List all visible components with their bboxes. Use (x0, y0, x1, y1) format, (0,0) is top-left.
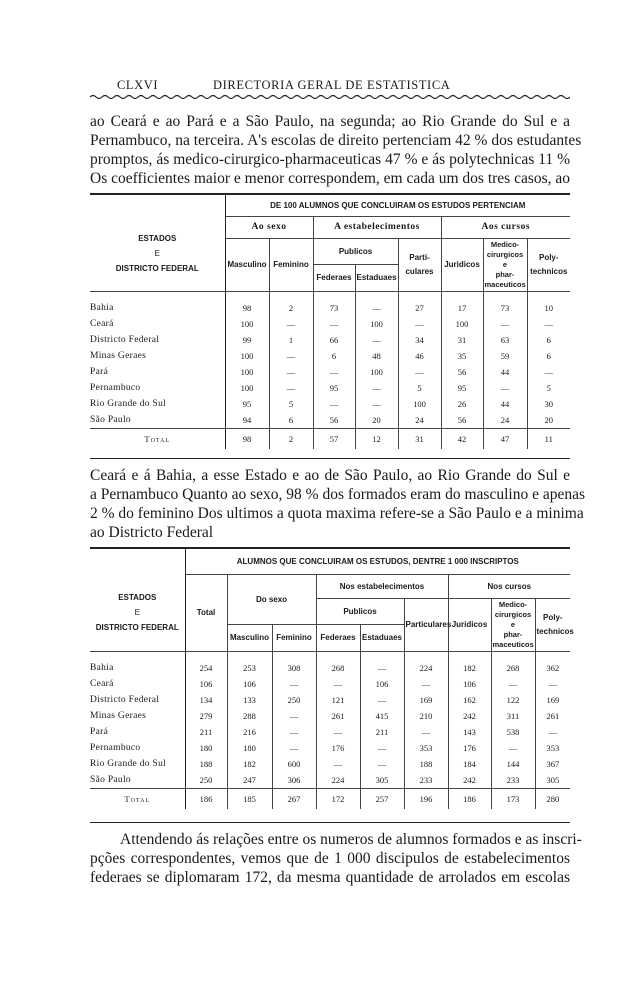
table-cell: 184 (448, 756, 491, 772)
table-cell: — (272, 740, 316, 756)
state-name: São Paulo (90, 412, 225, 429)
table-2-bottom-rule (90, 822, 570, 823)
col-particulares: Particulares (404, 598, 448, 651)
table-cell: — (360, 651, 404, 676)
table-cell: 44 (483, 396, 527, 412)
table-cell: — (398, 364, 441, 380)
table-cell: 250 (185, 772, 227, 789)
table-cell: 305 (546, 774, 560, 785)
col-feminino: Feminino (269, 238, 313, 291)
col-estaduaes: Estaduaes (360, 625, 404, 652)
table-row (90, 364, 570, 380)
text-line: ao Districto Federal (90, 524, 214, 541)
table-row (90, 692, 570, 708)
table-cell: 56 (441, 364, 483, 380)
table-cell: 1 (269, 332, 313, 348)
table-cell: 106 (185, 676, 227, 692)
state-name: Ceará (90, 676, 185, 692)
group-estabelecimentos: Nos estabelecimentos (316, 574, 448, 598)
text-line: 2 % do feminino Dos ultimos a quota maxima refere-se a São Paulo e a minima (90, 505, 584, 522)
table-cell: — (355, 396, 398, 412)
text-line: Os coefficientes maior e menor correspondem, em cada um dos tres casos, ao (90, 170, 571, 187)
total-cell: 57 (313, 428, 355, 449)
paragraph-2 (90, 466, 586, 542)
table-row (90, 708, 570, 724)
state-name: Ceará (90, 316, 225, 332)
table-cell: — (544, 318, 554, 329)
table-cell: 26 (441, 396, 483, 412)
table-cell: 100 (441, 316, 483, 332)
table-cell: 242 (448, 708, 491, 724)
table-cell: 27 (398, 291, 441, 316)
table-cell: 169 (546, 694, 560, 705)
table-cell: 5 (398, 380, 441, 396)
total-cell: 98 (225, 428, 269, 449)
table-row (90, 412, 570, 429)
table-cell: 538 (491, 724, 535, 740)
table-cell: 176 (316, 740, 360, 756)
col-juridicos: Juridicos (441, 238, 483, 291)
table-cell: — (548, 678, 558, 689)
col-estaduaes: Estaduaes (355, 265, 398, 292)
table-cell: — (316, 676, 360, 692)
table-cell: 134 (185, 692, 227, 708)
table-row (90, 396, 570, 412)
state-name: Bahia (90, 291, 225, 316)
total-cell: 11 (527, 428, 570, 449)
super-header: ALUMNOS QUE CONCLUIRAM OS ESTUDOS, DENTRE 1 000 INSCRIPTOS (185, 548, 570, 574)
table-cell: 367 (546, 758, 560, 769)
table-cell: 17 (441, 291, 483, 316)
table-cell: 56 (313, 412, 355, 429)
table-cell: 44 (483, 364, 527, 380)
total-cell: 173 (491, 788, 535, 809)
table-cell: 46 (398, 348, 441, 364)
table-cell: 211 (360, 724, 404, 740)
col-masculino: Masculino (227, 625, 272, 652)
table-row (90, 651, 570, 676)
table-cell: 100 (225, 364, 269, 380)
table-cell: 100 (355, 316, 398, 332)
table-cell: 73 (313, 291, 355, 316)
table-cell: 180 (227, 740, 272, 756)
table-row (90, 348, 570, 364)
total-cell: 42 (441, 428, 483, 449)
col-juridicos: Juridicos (448, 598, 491, 651)
total-row (90, 788, 570, 809)
table-cell: — (360, 740, 404, 756)
table-cell: — (491, 676, 535, 692)
table-cell: 216 (227, 724, 272, 740)
col-federaes: Federaes (313, 265, 355, 292)
state-name: Rio Grande do Sul (90, 396, 225, 412)
total-cell: 196 (404, 788, 448, 809)
table-cell: 99 (225, 332, 269, 348)
col-medico: Medico- cirurgicos e phar- maceuticos (483, 238, 527, 291)
table-cell: 20 (544, 414, 554, 425)
table-cell: — (316, 756, 360, 772)
table-cell: 122 (491, 692, 535, 708)
table-cell: — (269, 364, 313, 380)
state-name: Rio Grande do Sul (90, 756, 185, 772)
table-cell: 66 (313, 332, 355, 348)
table-cell: 233 (491, 772, 535, 789)
table-cell: 306 (272, 772, 316, 789)
group-sexo: Ao sexo (225, 216, 313, 238)
col-polytechnicos: Poly- technicos (527, 238, 570, 291)
total-cell: 280 (535, 788, 570, 809)
table-row (90, 772, 570, 789)
table-cell: 106 (448, 676, 491, 692)
total-cell: 2 (269, 428, 313, 449)
table-cell: 20 (355, 412, 398, 429)
total-cell: 257 (360, 788, 404, 809)
table-cell: 279 (185, 708, 227, 724)
total-cell: 185 (227, 788, 272, 809)
table-cell: 247 (227, 772, 272, 789)
text-line: pções correspondentes, vemos que de 1 000 discipulos de estabelecimentos (90, 850, 570, 867)
paragraph-3 (90, 830, 582, 887)
table-row (90, 676, 570, 692)
table-cell: — (398, 316, 441, 332)
table-cell: 95 (441, 380, 483, 396)
col-total: Total (185, 574, 227, 651)
table-cell: 311 (491, 708, 535, 724)
table-cell: 6 (546, 334, 551, 345)
table-cell: 6 (313, 348, 355, 364)
table-cell: 5 (546, 382, 551, 393)
table-cell: 353 (546, 742, 560, 753)
state-name: Minas Geraes (90, 348, 225, 364)
table-cell: — (483, 380, 527, 396)
table-cell: 288 (227, 708, 272, 724)
group-publicos: Publicos (313, 238, 398, 265)
text-line: a Pernambuco Quanto ao sexo, 98 % dos formados eram do masculino e apenas (90, 486, 586, 503)
table-cell: 10 (544, 302, 554, 313)
table-cell: — (313, 316, 355, 332)
table-cell: — (404, 676, 448, 692)
total-row (90, 428, 570, 449)
table-1-bottom-rule (90, 458, 570, 459)
table-cell: 100 (398, 396, 441, 412)
table-cell: 48 (355, 348, 398, 364)
table-cell: — (316, 724, 360, 740)
state-name: Districto Federal (90, 692, 185, 708)
table-cell: 106 (360, 676, 404, 692)
table-cell: 35 (441, 348, 483, 364)
paragraph-1 (90, 112, 582, 188)
table-cell: 600 (272, 756, 316, 772)
table-row (90, 756, 570, 772)
table-cell: — (404, 724, 448, 740)
text-line: Attendendo ás relações entre os numeros de alumnos formados e as inscri- (120, 831, 582, 848)
state-name: Minas Geraes (90, 708, 185, 724)
wavy-rule (90, 93, 570, 101)
total-cell: 186 (448, 788, 491, 809)
table-cell: 30 (544, 398, 554, 409)
stub-header: ESTADOS E DISTRICTO FEDERAL (90, 216, 225, 291)
table-cell: — (272, 708, 316, 724)
table-cell: 94 (225, 412, 269, 429)
table-cell: — (272, 676, 316, 692)
table-cell: 242 (448, 772, 491, 789)
table-cell: — (544, 366, 554, 377)
table-cell: — (269, 316, 313, 332)
table-cell: 63 (483, 332, 527, 348)
table-cell: 224 (316, 772, 360, 789)
table-cell: — (548, 726, 558, 737)
text-line: promptos, ás medico-cirurgico-pharmaceuticas 47 % e ás polytechnicas 11 % (90, 151, 570, 168)
table-cell: 180 (185, 740, 227, 756)
table-cell: 106 (227, 676, 272, 692)
col-federaes: Federaes (316, 625, 360, 652)
table-cell: 73 (483, 291, 527, 316)
total-cell: 47 (483, 428, 527, 449)
table-cell: 121 (316, 692, 360, 708)
table-cell: — (272, 724, 316, 740)
col-masculino: Masculino (225, 238, 269, 291)
table-cell: 353 (404, 740, 448, 756)
running-title: DIRECTORIA GERAL DE ESTATISTICA (213, 78, 451, 92)
col-polytechnicos: Poly- technicos (535, 598, 570, 651)
table-cell: — (491, 740, 535, 756)
table-cell: 95 (313, 380, 355, 396)
state-name: Pernambuco (90, 740, 185, 756)
table-cell: 250 (272, 692, 316, 708)
table-cell: 24 (398, 412, 441, 429)
table-cell: 59 (483, 348, 527, 364)
group-publicos: Publicos (316, 598, 404, 625)
total-cell: 267 (272, 788, 316, 809)
table-cell: 95 (225, 396, 269, 412)
state-name: Districto Federal (90, 332, 225, 348)
table-cell: 5 (269, 396, 313, 412)
table-cell: 34 (398, 332, 441, 348)
table-cell: 362 (546, 662, 560, 673)
table-cell: 268 (491, 651, 535, 676)
text-line: federaes se diplomaram 172, da mesma quantidade de arrolados em escolas (90, 869, 570, 886)
table-per-1000-inscribed (90, 547, 574, 809)
table-row (90, 380, 570, 396)
total-label: Total (90, 788, 185, 809)
table-cell: 162 (448, 692, 491, 708)
table-row (90, 332, 570, 348)
table-cell: — (269, 380, 313, 396)
table-cell: 98 (225, 291, 269, 316)
page-number: CLXVI (117, 78, 159, 92)
table-cell: 305 (360, 772, 404, 789)
table-cell: — (355, 291, 398, 316)
table-cell: 24 (483, 412, 527, 429)
table-cell: — (360, 692, 404, 708)
table-cell: 254 (185, 651, 227, 676)
table-row (90, 724, 570, 740)
table-cell: 6 (269, 412, 313, 429)
table-row (90, 291, 570, 316)
table-cell: — (360, 756, 404, 772)
stub-header: ESTADOS E DISTRICTO FEDERAL (90, 574, 185, 651)
table-cell: — (269, 348, 313, 364)
table-cell: 100 (225, 316, 269, 332)
super-header: DE 100 ALUMNOS QUE CONCLUIRAM OS ESTUDOS PERTENCIAM (225, 194, 570, 216)
total-cell: 186 (185, 788, 227, 809)
table-percent-by-100 (90, 193, 570, 449)
state-name: Pará (90, 364, 225, 380)
group-cursos: Aos cursos (441, 216, 570, 238)
state-name: Pernambuco (90, 380, 225, 396)
group-sexo: Do sexo (227, 574, 316, 625)
total-label: Total (90, 428, 225, 449)
table-cell: — (313, 364, 355, 380)
total-cell: 12 (355, 428, 398, 449)
table-cell: 56 (441, 412, 483, 429)
table-cell: 176 (448, 740, 491, 756)
table-cell: 133 (227, 692, 272, 708)
group-estabelecimentos: A estabelecimentos (313, 216, 441, 238)
state-name: São Paulo (90, 772, 185, 789)
table-cell: 144 (491, 756, 535, 772)
table-row (90, 740, 570, 756)
text-line: Pernambuco, na terceira. A's escolas de direito pertenciam 42 % dos estudantes (90, 132, 582, 149)
col-medico: Medico- cirurgicos e phar- maceuticos (491, 598, 535, 651)
table-cell: 415 (360, 708, 404, 724)
table-cell: 100 (225, 348, 269, 364)
table-cell: 6 (546, 350, 551, 361)
table-cell: — (355, 380, 398, 396)
table-cell: — (355, 332, 398, 348)
table-cell: — (483, 316, 527, 332)
table-cell: 100 (355, 364, 398, 380)
table-cell: 143 (448, 724, 491, 740)
table-cell: — (313, 396, 355, 412)
table-cell: 210 (404, 708, 448, 724)
table-cell: 31 (441, 332, 483, 348)
state-name: Bahia (90, 651, 185, 676)
total-cell: 172 (316, 788, 360, 809)
table-cell: 261 (316, 708, 360, 724)
state-name: Pará (90, 724, 185, 740)
table-cell: 182 (448, 651, 491, 676)
group-cursos: Nos cursos (448, 574, 570, 598)
text-line: ao Ceará e ao Pará e a São Paulo, na segunda; ao Rio Grande do Sul e a (90, 113, 570, 130)
table-cell: 224 (404, 651, 448, 676)
table-cell: 100 (225, 380, 269, 396)
table-cell: 253 (227, 651, 272, 676)
text-line: Ceará e á Bahia, a esse Estado e ao de São Paulo, ao Rio Grande do Sul e (90, 467, 570, 484)
total-cell: 31 (398, 428, 441, 449)
table-cell: 308 (272, 651, 316, 676)
col-feminino: Feminino (272, 625, 316, 652)
col-particulares: Parti- culares (398, 238, 441, 291)
table-cell: 261 (546, 710, 560, 721)
table-cell: 211 (185, 724, 227, 740)
table-cell: 2 (269, 291, 313, 316)
table-cell: 233 (404, 772, 448, 789)
table-cell: 188 (404, 756, 448, 772)
table-cell: 182 (227, 756, 272, 772)
table-cell: 268 (316, 651, 360, 676)
table-cell: 188 (185, 756, 227, 772)
table-cell: 169 (404, 692, 448, 708)
table-row (90, 316, 570, 332)
